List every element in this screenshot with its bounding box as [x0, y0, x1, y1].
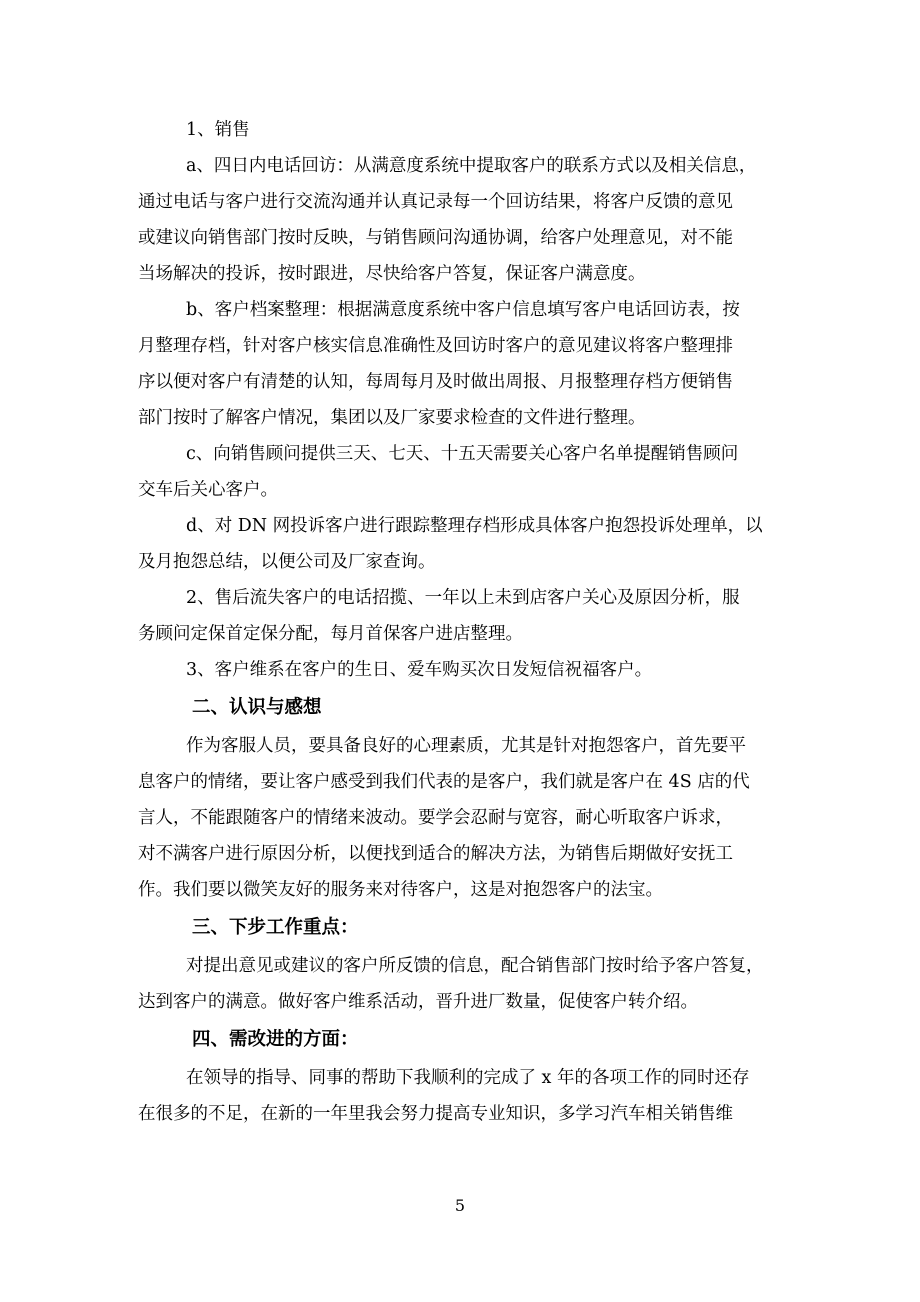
paragraph-line: 通过电话与客户进行交流沟通并认真记录每一个回访结果，将客户反馈的意见	[138, 192, 733, 212]
paragraph-line: 在很多的不足，在新的一年里我会努力提高专业知识，多学习汽车相关销售维	[138, 1104, 733, 1124]
section-heading-2: 二、认识与感想	[192, 697, 322, 718]
paragraph-line: 达到客户的满意。做好客户维系活动，晋升进厂数量，促使客户转介绍。	[138, 992, 698, 1012]
paragraph-line: 月整理存档，针对客户核实信息准确性及回访时客户的意见建议将客户整理排	[138, 336, 733, 356]
paragraph-line: 作为客服人员，要具备良好的心理素质，尤其是针对抱怨客户，首先要平	[186, 736, 746, 756]
paragraph-line: 2、售后流失客户的电话招揽、一年以上未到店客户关心及原因分析，服	[186, 588, 740, 608]
paragraph-line: 及月抱怨总结，以便公司及厂家查询。	[138, 552, 436, 572]
paragraph-line: 务顾问定保首定保分配，每月首保客户进店整理。	[138, 624, 523, 644]
paragraph-line: 部门按时了解客户情况，集团以及厂家要求检查的文件进行整理。	[138, 408, 646, 428]
paragraph-line: 交车后关心客户。	[138, 480, 278, 500]
paragraph-line: 3、客户维系在客户的生日、爱车购买次日发短信祝福客户。	[186, 660, 653, 680]
paragraph-line: d、对 DN 网投诉客户进行跟踪整理存档形成具体客户抱怨投诉处理单，以	[186, 516, 763, 536]
page-body	[138, 112, 778, 1132]
paragraph-line: a、四日内电话回访：从满意度系统中提取客户的联系方式以及相关信息，	[186, 156, 757, 176]
section-heading-3: 三、下步工作重点：	[192, 917, 359, 938]
paragraph-line: 息客户的情绪，要让客户感受到我们代表的是客户，我们就是客户在 4S 店的代	[138, 772, 750, 792]
paragraph-line: 对不满客户进行原因分析，以便找到适合的解决方法，为销售后期做好安抚工	[138, 844, 733, 864]
paragraph-line: 作。我们要以微笑友好的服务来对待客户，这是对抱怨客户的法宝。	[138, 880, 663, 900]
paragraph-line: 在领导的指导、同事的帮助下我顺利的完成了 x 年的各项工作的同时还存	[186, 1068, 750, 1088]
paragraph-line: 当场解决的投诉，按时跟进，尽快给客户答复，保证客户满意度。	[138, 264, 646, 284]
item-sales-title: 1、销售	[186, 120, 250, 140]
paragraph-line: c、向销售顾问提供三天、七天、十五天需要关心客户名单提醒销售顾问	[186, 444, 739, 464]
paragraph-line: 言人，不能跟随客户的情绪来波动。要学会忍耐与宽容，耐心听取客户诉求，	[138, 808, 733, 828]
page-number: 5	[454, 1196, 466, 1215]
paragraph-line: 或建议向销售部门按时反映，与销售顾问沟通协调，给客户处理意见，对不能	[138, 228, 733, 248]
section-heading-4: 四、需改进的方面：	[192, 1029, 359, 1050]
paragraph-line: 序以便对客户有清楚的认知，每周每月及时做出周报、月报整理存档方便销售	[138, 372, 733, 392]
paragraph-line: b、客户档案整理：根据满意度系统中客户信息填写客户电话回访表，按	[186, 300, 740, 320]
paragraph-line: 对提出意见或建议的客户所反馈的信息，配合销售部门按时给予客户答复，	[186, 956, 764, 976]
